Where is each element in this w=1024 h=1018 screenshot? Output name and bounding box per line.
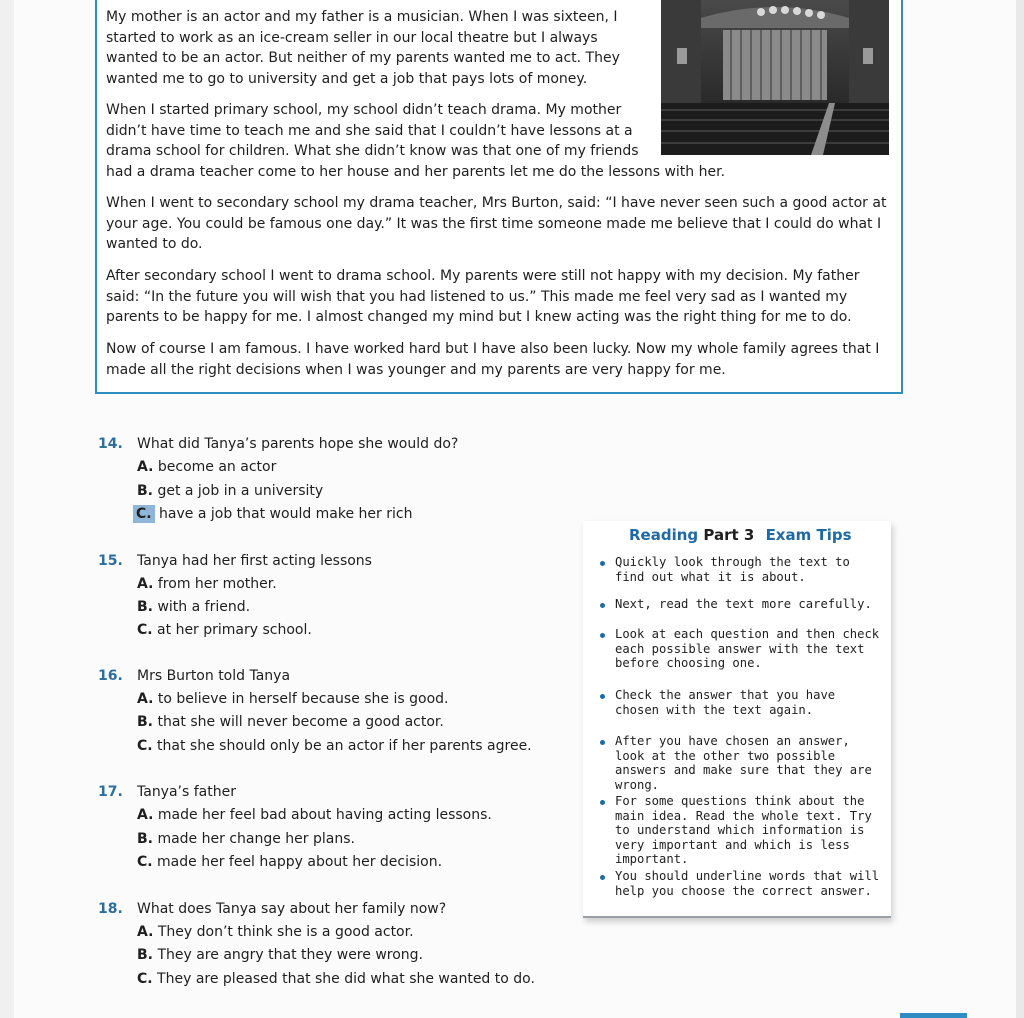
option-a[interactable]: A. to believe in herself because she is good. [137,691,449,707]
option-a[interactable]: A. become an actor [137,459,277,475]
question-number: 18. [98,901,123,917]
option-c[interactable]: C. at her primary school. [137,622,312,638]
option-c-selected[interactable]: C. have a job that would make her rich [137,506,412,522]
question-number: 15. [98,553,123,569]
bullet-icon [600,633,605,638]
option-b[interactable]: B. that she will never become a good actor. [137,714,444,730]
bullet-icon [600,800,605,805]
option-b[interactable]: B. get a job in a university [137,483,324,499]
question-text: Tanya had her first acting lessons [137,553,372,569]
question-number: 17. [98,784,123,800]
passage-paragraph-5: Now of course I am famous. I have worked hard but I have also been lucky. Now my whole family agrees that I made all the right decisions when I was younger and my parents are very happy for me. [106,341,880,378]
bullet-icon [600,694,605,699]
option-c[interactable]: C. that she should only be an actor if her parents agree. [137,738,532,754]
question-number: 16. [98,668,123,684]
question-text: Mrs Burton told Tanya [137,668,291,684]
bullet-icon [600,561,605,566]
tip-item: Look at each question and then check each possible answer with the text before choosing one. [615,627,880,671]
passage-paragraph-1: My mother is an actor and my father is a musician. When I was sixteen, I started to work as an ice-cream seller in our local theatre but I always wanted to be an actor. But neither of my parents wanted me to act. They wanted me to go to university and get a job that pays lots of money. [106,9,620,87]
tip-item: After you have chosen an answer, look at the other two possible answers and make sure that they are wrong. [615,734,872,792]
question-number: 14. [98,436,123,452]
page-corner-tab [900,1013,967,1018]
passage-paragraph-4: After secondary school I went to drama school. My parents were still not happy with my decision. My father said: “In the future you will wish that you had listened to us.” This made me feel very sad as I wanted my parents to be happy for me. I almost changed my mind but I knew acting was the right thing for me to do. [106,268,860,325]
passage-paragraph-2-end: had a drama teacher come to her house and her parents let me do the lessons with her. [106,164,726,180]
bullet-icon [600,603,605,608]
question-text: What did Tanya’s parents hope she would do? [137,436,459,452]
reading-passage-box [95,0,903,394]
tip-item: For some questions think about the main idea. Read the whole text. Try to understand which information is very important and which is less important. [615,794,872,867]
tip-item: Check the answer that you have chosen with the text again. [615,688,836,717]
question-text: Tanya’s father [137,784,236,800]
option-b[interactable]: B. They are angry that they were wrong. [137,947,423,963]
tip-item: Next, read the text more carefully. [615,597,872,611]
exam-tips-title: Reading Part 3 Exam Tips [629,526,852,544]
page-edge-right [1016,0,1024,1018]
option-c[interactable]: C. They are pleased that she did what she wanted to do. [137,971,535,987]
bullet-icon [600,740,605,745]
option-b[interactable]: B. made her change her plans. [137,831,355,847]
passage-paragraph-3: When I went to secondary school my drama teacher, Mrs Burton, said: “I have never seen such a good actor at your age. You could be famous one day.” It was the first time someone made me believe that I could do what I wanted to do. [106,195,887,252]
exam-tips-panel [583,521,891,918]
theatre-photo [661,0,889,155]
tip-item: Quickly look through the text to find out what it is about. [615,555,850,584]
option-a[interactable]: A. They don’t think she is a good actor. [137,924,414,940]
selected-answer-highlight: C. [133,505,155,523]
question-text: What does Tanya say about her family now? [137,901,447,917]
option-a[interactable]: A. made her feel bad about having acting lessons. [137,807,492,823]
option-b[interactable]: B. with a friend. [137,599,251,615]
option-c[interactable]: C. made her feel happy about her decision. [137,854,443,870]
passage-paragraph-2: When I started primary school, my school didn’t teach drama. My mother didn’t have time to teach me and she said that I couldn’t have lessons at a drama school for children. What she didn’t know was that one of my friends [106,102,639,159]
option-a[interactable]: A. from her mother. [137,576,277,592]
bullet-icon [600,875,605,880]
page-edge-left [0,0,14,1018]
tip-item: You should underline words that will help you choose the correct answer. [615,869,880,898]
